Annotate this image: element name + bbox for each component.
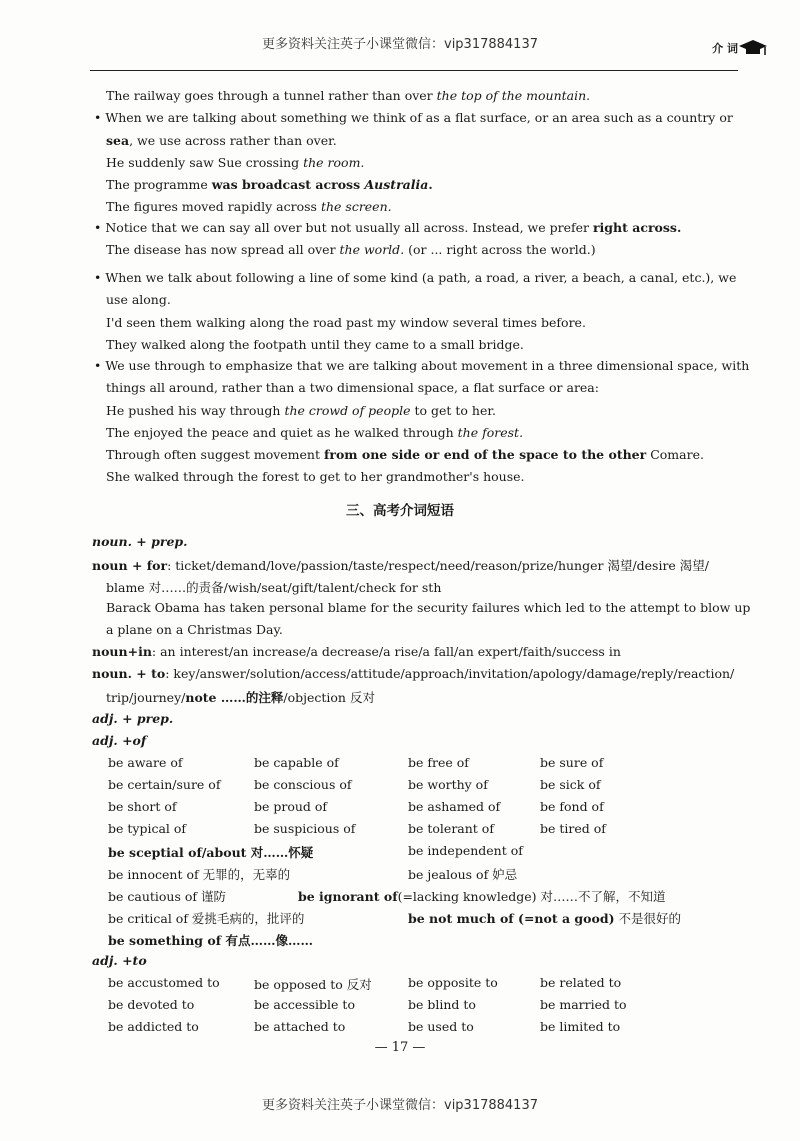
text-line: things all around, rather than a two dimensional space, a flat surface or area: xyxy=(106,380,599,395)
section-title: 三、高考介词短语 xyxy=(346,503,454,519)
bullet-line: • We use through to emphasize that we are talking about movement in a three dimensional space, with xyxy=(94,358,750,373)
noun-to-line: noun. + to: key/answer/solution/access/attitude/approach/invitation/apology/damage/reply/reaction/ xyxy=(92,666,735,681)
text-line: Through often suggest movement from one side or end of the space to the other Comare. xyxy=(106,447,704,462)
text-line: The enjoyed the peace and quiet as he walked through the forest. xyxy=(106,425,524,440)
text-line: The disease has now spread all over the world. (or ... right across the world.) xyxy=(106,242,596,257)
noun-for-line: noun + for: ticket/demand/love/passion/taste/respect/need/reason/prize/hunger 渴望/desire 渴望/ xyxy=(92,558,710,573)
phrase-cell: be something of 有点……像…… xyxy=(108,933,313,948)
phrase-cell: be limited to xyxy=(540,1019,621,1034)
phrase-cell: be conscious of xyxy=(254,777,352,792)
phrase-cell: be proud of xyxy=(254,799,328,814)
heading-noun-prep: noun. + prep. xyxy=(92,534,188,549)
text-line: The programme was broadcast across Australia. xyxy=(106,177,433,192)
footer-text: 更多资料关注英子小课堂微信：vip317884137 xyxy=(262,1098,538,1113)
phrase-cell: be sick of xyxy=(540,777,601,792)
phrase-cell: be opposite to xyxy=(408,975,498,990)
bullet-line: • When we talk about following a line of some kind (a path, a road, a river, a beach, a canal, etc.), we xyxy=(94,270,737,285)
mortarboard-icon xyxy=(738,38,768,58)
phrase-cell: be aware of xyxy=(108,755,183,770)
phrase-cell: be short of xyxy=(108,799,177,814)
text-line: The figures moved rapidly across the screen. xyxy=(106,199,392,214)
header-rule xyxy=(90,70,738,71)
text-line: blame 对……的责备/wish/seat/gift/talent/check for sth xyxy=(106,580,442,595)
phrase-cell: be typical of xyxy=(108,821,187,836)
example-line: Barack Obama has taken personal blame for the security failures which led to the attempt to blow up xyxy=(106,600,751,615)
phrase-cell: be married to xyxy=(540,997,627,1012)
phrase-cell: be worthy of xyxy=(408,777,488,792)
phrase-cell: be suspicious of xyxy=(254,821,356,836)
phrase-cell: be ashamed of xyxy=(408,799,501,814)
phrase-cell: be used to xyxy=(408,1019,474,1034)
bullet-line: • Notice that we can say all over but not usually all across. Instead, we prefer right across. xyxy=(94,220,682,235)
bullet-line: • When we are talking about something we think of as a flat surface, or an area such as a country or xyxy=(94,110,733,125)
phrase-cell: be critical of 爱挑毛病的，批评的 xyxy=(108,911,305,926)
phrase-cell: be tired of xyxy=(540,821,606,836)
phrase-cell: be capable of xyxy=(254,755,339,770)
section-label: 介 词 xyxy=(712,42,738,55)
phrase-cell: be innocent of 无罪的，无辜的 xyxy=(108,867,291,882)
phrase-cell: be sceptial of/about 对……怀疑 xyxy=(108,845,314,860)
noun-in-line: noun+in: an interest/an increase/a decrease/a rise/a fall/an expert/faith/success in xyxy=(92,644,621,659)
text-line: They walked along the footpath until they came to a small bridge. xyxy=(106,337,524,352)
phrase-cell: be not much of (=not a good) 不是很好的 xyxy=(408,911,681,926)
phrase-cell: be cautious of 谨防 xyxy=(108,889,226,904)
example-line: a plane on a Christmas Day. xyxy=(106,622,283,637)
phrase-cell: be jealous of 妒忌 xyxy=(408,867,518,882)
phrase-cell: be certain/sure of xyxy=(108,777,221,792)
text-line: I'd seen them walking along the road past my window several times before. xyxy=(106,315,586,330)
phrase-cell: be fond of xyxy=(540,799,604,814)
page-number: — 17 — xyxy=(374,1040,426,1055)
phrase-cell: be tolerant of xyxy=(408,821,494,836)
text-line: He pushed his way through the crowd of people to get to her. xyxy=(106,403,496,418)
heading-adj-to: adj. +to xyxy=(92,953,147,968)
phrase-cell: be ignorant of(=lacking knowledge) 对……不了解，不知道 xyxy=(298,889,666,904)
text-line: He suddenly saw Sue crossing the room. xyxy=(106,155,365,170)
phrase-cell: be related to xyxy=(540,975,622,990)
phrase-cell: be addicted to xyxy=(108,1019,199,1034)
text-line: trip/journey/note ……的注释/objection 反对 xyxy=(106,690,375,705)
heading-adj-of: adj. +of xyxy=(92,733,147,748)
heading-adj-prep: adj. + prep. xyxy=(92,711,174,726)
phrase-cell: be independent of xyxy=(408,843,523,858)
phrase-cell: be free of xyxy=(408,755,469,770)
phrase-cell: be devoted to xyxy=(108,997,195,1012)
text-line: use along. xyxy=(106,292,171,307)
phrase-cell: be accessible to xyxy=(254,997,355,1012)
text-line: She walked through the forest to get to her grandmother's house. xyxy=(106,469,525,484)
text-line: sea, we use across rather than over. xyxy=(106,133,337,148)
phrase-cell: be blind to xyxy=(408,997,476,1012)
phrase-cell: be opposed to 反对 xyxy=(254,977,372,992)
header-title: 更多资料关注英子小课堂微信：vip317884137 xyxy=(262,37,538,52)
text-line: The railway goes through a tunnel rather than over the top of the mountain. xyxy=(106,88,591,103)
phrase-cell: be sure of xyxy=(540,755,604,770)
phrase-cell: be attached to xyxy=(254,1019,346,1034)
phrase-cell: be accustomed to xyxy=(108,975,220,990)
